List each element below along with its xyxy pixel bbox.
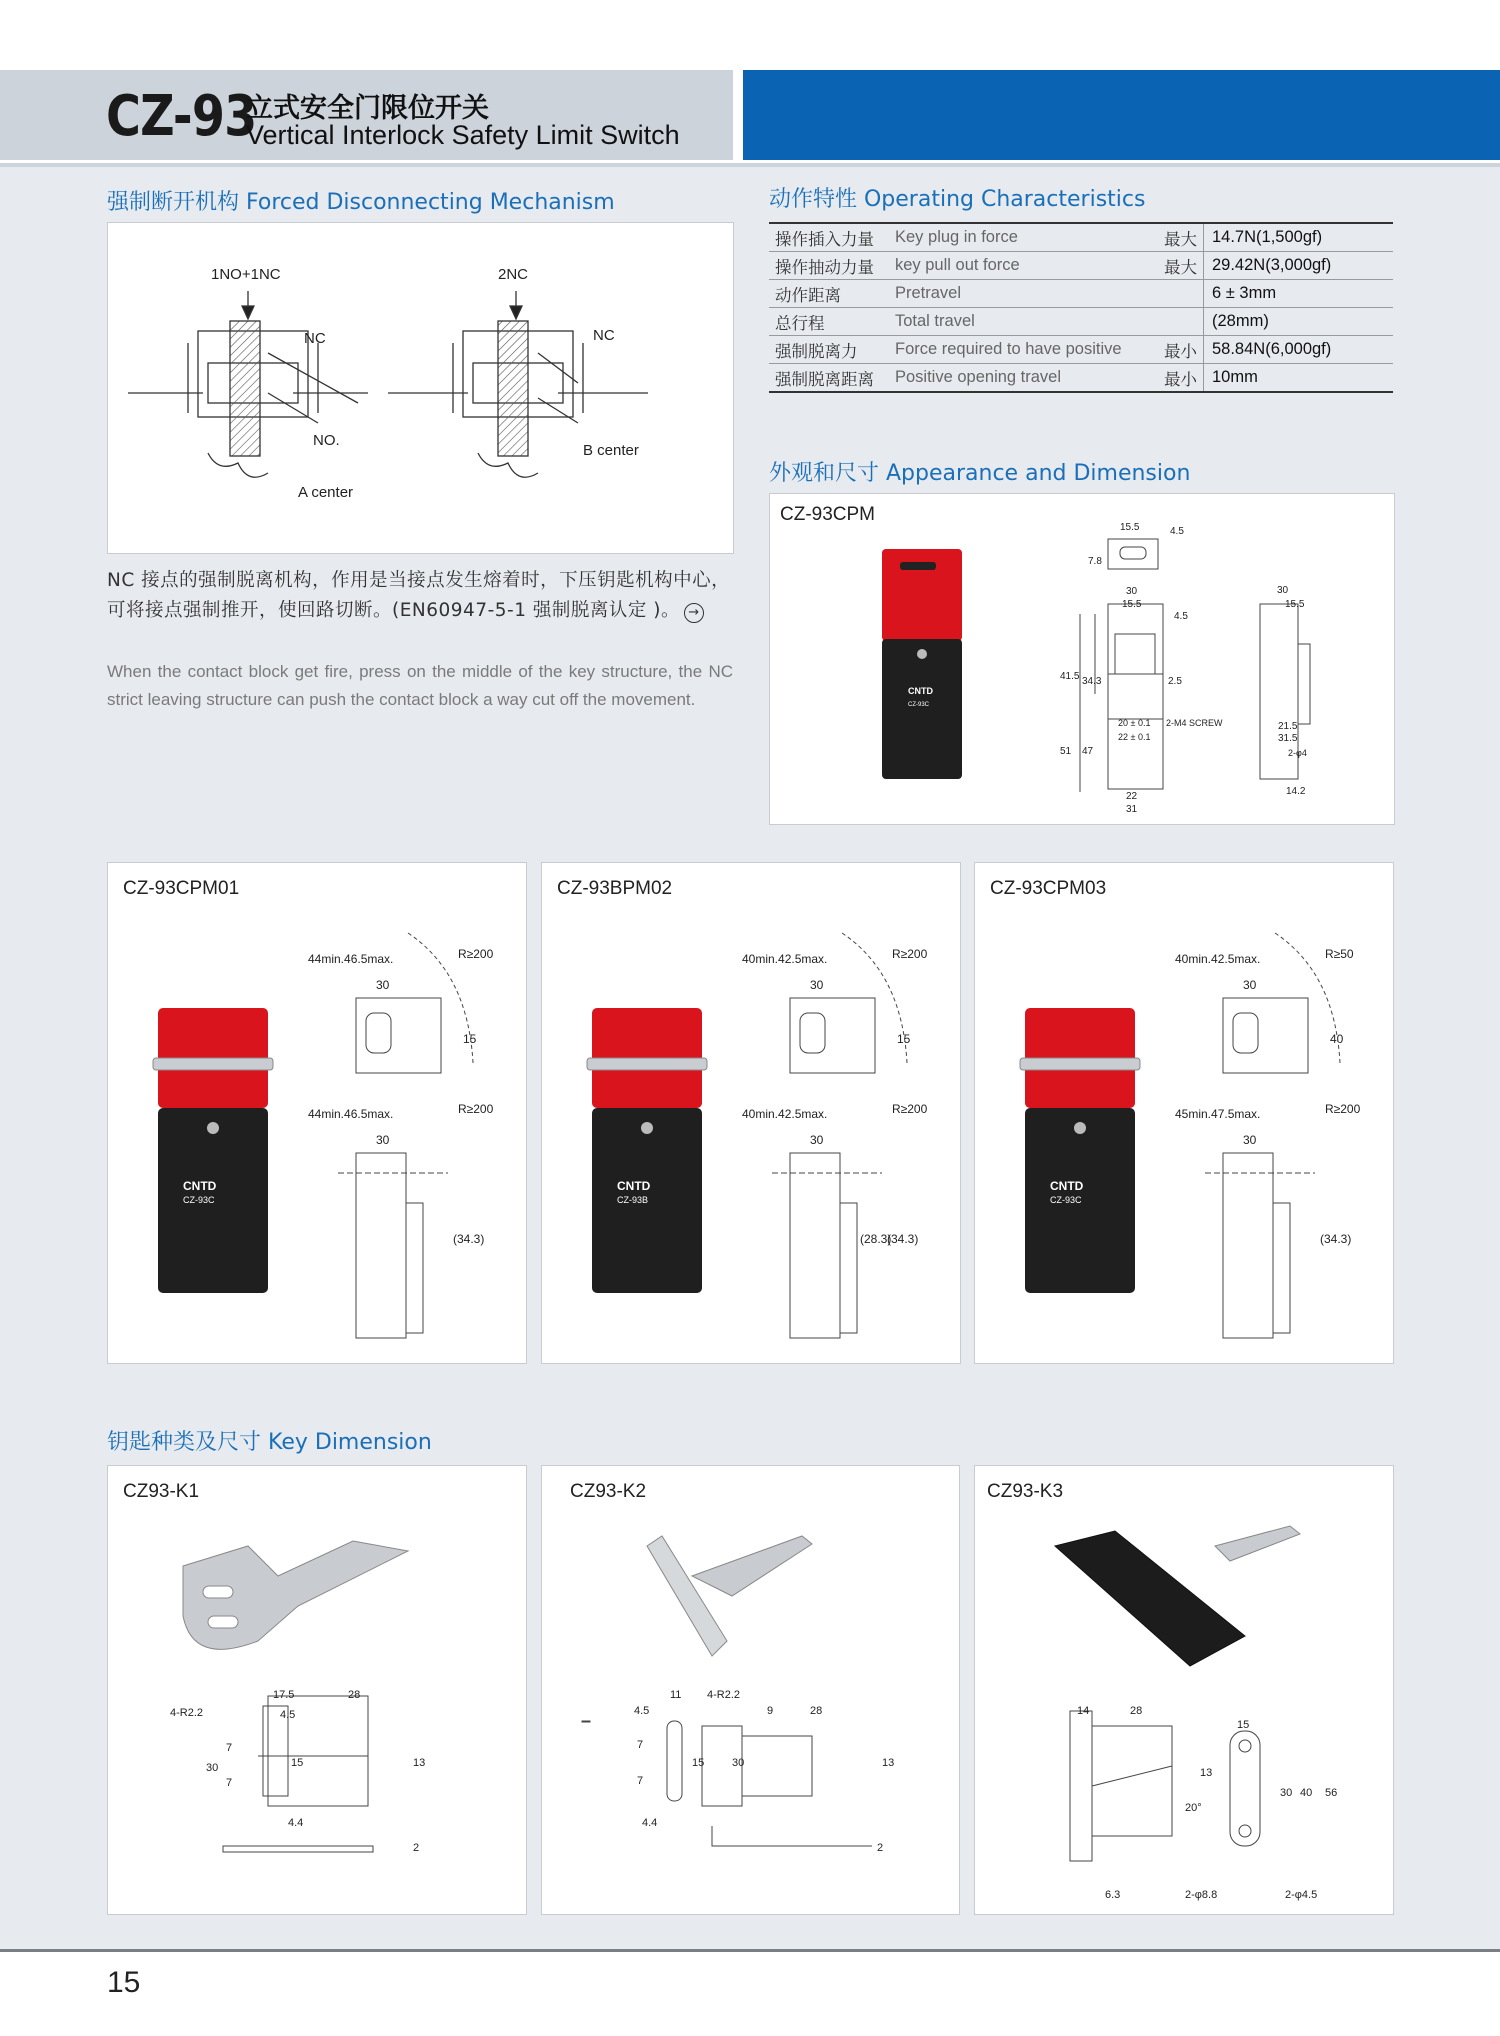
key-model-k1: CZ93-K1	[123, 1481, 200, 1502]
label-no: NO.	[313, 432, 340, 449]
dim-radius-bottom: R≥200	[1325, 1102, 1361, 1116]
key-drawing-k2	[542, 1466, 959, 1914]
spec-en: Force required to have positive	[889, 336, 1151, 364]
dim-30-front: 30	[1126, 586, 1138, 597]
spec-en: Total travel	[889, 308, 1151, 336]
dim-width-top: 30	[810, 978, 824, 992]
variant-drawing	[975, 863, 1393, 1363]
operating-table	[769, 222, 1393, 393]
spec-limit: 最大	[1151, 223, 1204, 252]
variant-panel	[107, 862, 527, 1364]
spec-cn: 动作距离	[769, 280, 889, 308]
arrow-circle-icon: →	[684, 603, 704, 623]
spec-value: 29.42N(3,000gf)	[1204, 252, 1394, 280]
k2-c: 9	[767, 1705, 774, 1717]
label-a-center: A center	[298, 484, 354, 501]
spec-limit	[1151, 280, 1204, 308]
k2-j: 4.4	[642, 1817, 658, 1829]
dim-top: 40min.42.5max.	[1175, 952, 1261, 966]
dim-radius-top: R≥50	[1325, 947, 1354, 961]
key-inserted	[587, 1058, 707, 1070]
k3-a: 14	[1077, 1705, 1090, 1717]
k2-b: 11	[670, 1689, 682, 1701]
label-nc-right: NC	[593, 327, 615, 344]
spec-value: 6 ± 3mm	[1204, 280, 1394, 308]
dim-width-top: 30	[1243, 978, 1257, 992]
k3-j: 2-φ8.8	[1185, 1889, 1218, 1901]
spec-cn: 操作抽动力量	[769, 252, 889, 280]
spec-limit: 最小	[1151, 336, 1204, 364]
spec-row	[769, 252, 1393, 280]
k2-g: 15	[692, 1757, 705, 1769]
k1-b: 28	[348, 1689, 361, 1701]
keys-heading: 钥匙种类及尺寸 Key Dimension	[107, 1430, 432, 1455]
variant-model: CZ-93CPM01	[123, 878, 240, 899]
dim-2-5: 2.5	[1168, 676, 1182, 687]
k1-d: 7	[226, 1742, 233, 1754]
dim-22-bottom: 22	[1126, 791, 1138, 802]
switch-part: CZ-93C	[183, 1195, 215, 1205]
k3-e: 20°	[1185, 1802, 1202, 1814]
variant-model: CZ-93CPM03	[990, 878, 1107, 899]
dim-width-bottom: 30	[1243, 1133, 1257, 1147]
dim-34-3: 34.3	[1082, 676, 1102, 687]
key-model-k3: CZ93-K3	[987, 1481, 1064, 1502]
k2-h: 30	[732, 1757, 745, 1769]
spec-cn: 强制脱离距离	[769, 364, 889, 393]
side-dim-15-5: 15.5	[1285, 599, 1305, 610]
model-number: CZ-93	[106, 84, 257, 149]
k1-e: 7	[226, 1777, 233, 1789]
dim-4-5-front: 4.5	[1174, 611, 1188, 622]
spec-value: (28mm)	[1204, 308, 1394, 336]
dim-15-5-front: 15.5	[1122, 599, 1142, 610]
svg-text:CNTD: CNTD	[908, 686, 933, 696]
label-1no1nc: 1NO+1NC	[211, 266, 281, 283]
k1-j: 2	[413, 1842, 420, 1854]
screw-label: 2-M4 SCREW	[1166, 718, 1223, 728]
dim-radius-top: R≥200	[892, 947, 928, 961]
k2-f: 7	[637, 1775, 644, 1787]
key-inserted	[1020, 1058, 1140, 1070]
switch-body-black	[882, 639, 962, 779]
spec-row	[769, 364, 1393, 393]
appearance-model: CZ-93CPM	[780, 504, 876, 525]
dim-width-top: 30	[376, 978, 390, 992]
appearance-heading: 外观和尺寸 Appearance and Dimension	[769, 461, 1191, 486]
forced-description-cn: NC 接点的强制脱离机构，作用是当接点发生熔着时，下压钥匙机构中心，可将接点强制推开，使回路切断。(EN60947-5-1 强制脱离认定 )。 →	[107, 570, 731, 621]
dim-bottom: 40min.42.5max.	[742, 1107, 828, 1121]
dim-22: 22 ± 0.1	[1118, 732, 1151, 742]
dim-height-bottom-2: (28.3)	[860, 1232, 892, 1246]
k3-k: 2-φ4.5	[1285, 1889, 1318, 1901]
dim-top: 40min.42.5max.	[742, 952, 828, 966]
forced-diagram-panel	[107, 222, 734, 554]
spec-limit: 最大	[1151, 252, 1204, 280]
spec-en: key pull out force	[889, 252, 1151, 280]
switch-brand: CNTD	[1050, 1179, 1084, 1193]
k1-a: 17.5	[273, 1689, 295, 1701]
spec-en: Pretravel	[889, 280, 1151, 308]
k3-f: 30	[1280, 1787, 1293, 1799]
dim-51: 51	[1060, 746, 1072, 757]
variant-drawing	[108, 863, 526, 1363]
dim-15-5-top: 15.5	[1120, 522, 1140, 533]
spec-row	[769, 336, 1393, 364]
k3-b: 28	[1130, 1705, 1143, 1717]
dim-width-bottom: 30	[810, 1133, 824, 1147]
key-drawing-k3	[975, 1466, 1393, 1914]
switch-brand: CNTD	[183, 1179, 217, 1193]
dim-31: 31	[1126, 804, 1138, 815]
forced-heading: 强制断开机构 Forced Disconnecting Mechanism	[107, 190, 615, 215]
k1-h: 13	[413, 1757, 426, 1769]
k1-g: 15	[291, 1757, 304, 1769]
dim-41-5: 41.5	[1060, 671, 1080, 682]
key-panel-k3	[974, 1465, 1394, 1915]
label-nc-left: NC	[304, 330, 326, 347]
spec-value: 58.84N(6,000gf)	[1204, 336, 1394, 364]
appearance-drawing	[770, 494, 1394, 824]
k1-i: 4.4	[288, 1817, 304, 1829]
header-banner-right	[743, 70, 1500, 160]
spec-en: Key plug in force	[889, 223, 1151, 252]
svg-text:CZ-93C: CZ-93C	[908, 702, 930, 708]
k1-c: 4.5	[280, 1709, 296, 1721]
k1-r: 4-R2.2	[170, 1707, 204, 1719]
forced-description-en: When the contact block get fire, press on the middle of the key structure, the NC strict leaving structure can push the contact block a way cut off the movement.	[107, 662, 733, 709]
dim-bottom: 45min.47.5max.	[1175, 1107, 1261, 1121]
dim-height-bottom: (34.3)	[453, 1232, 485, 1246]
dim-7-8: 7.8	[1088, 556, 1102, 567]
key-inserted	[153, 1058, 273, 1070]
variant-panel	[974, 862, 1394, 1364]
k3-i: 6.3	[1105, 1889, 1121, 1901]
k2-a: 4.5	[634, 1705, 650, 1717]
dim-height-top: 15	[463, 1032, 477, 1046]
variant-panel	[541, 862, 961, 1364]
dim-top: 44min.46.5max.	[308, 952, 394, 966]
key-panel-k2	[541, 1465, 960, 1915]
dim-height-top: 15	[897, 1032, 911, 1046]
spec-cn: 操作插入力量	[769, 223, 889, 252]
side-dim-31-5: 31.5	[1278, 733, 1298, 744]
key-panel-k1	[107, 1465, 527, 1915]
k1-f: 30	[206, 1762, 219, 1774]
spec-limit	[1151, 308, 1204, 336]
dim-bottom: 44min.46.5max.	[308, 1107, 394, 1121]
dim-height-top: 40	[1330, 1032, 1344, 1046]
dim-height-bottom: (34.3)	[1320, 1232, 1352, 1246]
spec-row	[769, 223, 1393, 252]
spec-limit: 最小	[1151, 364, 1204, 393]
spec-en: Positive opening travel	[889, 364, 1151, 393]
dim-radius-top: R≥200	[458, 947, 494, 961]
key-drawing-k1	[108, 1466, 526, 1914]
switch-brand: CNTD	[617, 1179, 651, 1193]
k2-k: 2	[877, 1842, 884, 1854]
title-chinese: 立式安全门限位开关	[246, 93, 489, 124]
appearance-panel	[769, 493, 1395, 825]
switch-part: CZ-93C	[1050, 1195, 1082, 1205]
dim-20: 20 ± 0.1	[1118, 718, 1151, 728]
switch-part: CZ-93B	[617, 1195, 649, 1205]
dim-4-5-top: 4.5	[1170, 526, 1184, 537]
side-dim-14-2: 14.2	[1286, 786, 1306, 797]
forced-diagram	[108, 223, 733, 553]
title-english: Vertical Interlock Safety Limit Switch	[246, 120, 680, 150]
operating-heading: 动作特性 Operating Characteristics	[769, 187, 1146, 212]
label-2nc: 2NC	[498, 266, 529, 283]
dim-radius-bottom: R≥200	[892, 1102, 928, 1116]
spec-cn: 强制脱离力	[769, 336, 889, 364]
spec-cn: 总行程	[769, 308, 889, 336]
spec-row	[769, 280, 1393, 308]
side-dim-21-5: 21.5	[1278, 721, 1298, 732]
dim-width-bottom: 30	[376, 1133, 390, 1147]
k3-g: 40	[1300, 1787, 1313, 1799]
dim-47: 47	[1082, 746, 1094, 757]
dim-height-bottom: (34.3)	[887, 1232, 919, 1246]
variant-model: CZ-93BPM02	[557, 878, 673, 899]
spec-value: 10mm	[1204, 364, 1394, 393]
page-number: 15	[107, 1966, 141, 1999]
spec-value: 14.7N(1,500gf)	[1204, 223, 1394, 252]
dim-radius-bottom: R≥200	[458, 1102, 494, 1116]
k3-h: 56	[1325, 1787, 1338, 1799]
label-b-center: B center	[583, 442, 639, 459]
k2-i: 13	[882, 1757, 895, 1769]
key-model-k2: CZ93-K2	[570, 1481, 647, 1502]
k3-d: 13	[1200, 1767, 1213, 1779]
side-dim-30: 30	[1277, 585, 1289, 596]
side-hole: 2-φ4	[1288, 748, 1307, 758]
spec-row	[769, 308, 1393, 336]
k2-r: 4-R2.2	[707, 1689, 741, 1701]
variant-drawing	[542, 863, 960, 1363]
k2-e: 7	[637, 1739, 644, 1751]
k2-d: 28	[810, 1705, 823, 1717]
k3-c: 15	[1237, 1719, 1250, 1731]
footer-line	[0, 1949, 1500, 1952]
